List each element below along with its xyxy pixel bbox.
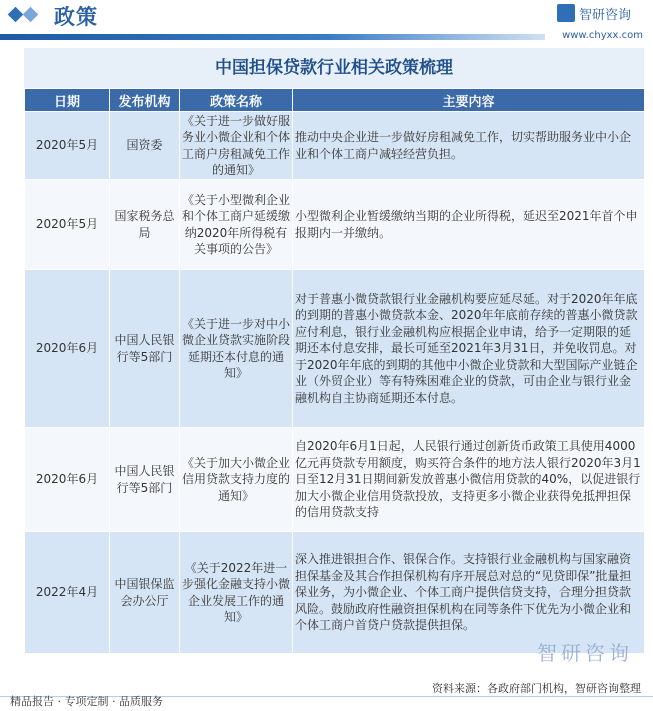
- cell-org: 中国人民银行等5部门: [110, 270, 180, 428]
- table-row: [25, 428, 645, 532]
- cell-content: 对于普惠小微贷款银行业金融机构要应延尽延。对于2020年年底的到期的普惠小微贷款本金、2020年年底前存续的普惠小微贷款应付利息，银行业金融机构应根据企业申请，给予一定期限的延期还本付息安排，最长可延至2021年3月31日，并免收罚息。对于2020年年底的到期的其他中小微企业贷款和大型国际产业链企业（外贸企业）等有特殊困难企业的贷款，可由企业与银行业金融机构自主协商延期还本付息。: [293, 270, 645, 428]
- cell-policy-name: 《关于进一步做好服务业小微企业和个体工商户房租减免工作的通知》: [180, 112, 293, 180]
- logo-text: 智研咨询: [579, 8, 632, 23]
- cell-date: 2020年6月: [25, 428, 110, 532]
- column-header-date: 日期: [25, 89, 110, 112]
- url-bar: [0, 31, 653, 45]
- cell-org: 国资委: [110, 112, 180, 180]
- cell-content: 深入推进银担合作、银保合作。支持银行业金融机构与国家融资担保基金及其合作担保机构有序开展总对总的“见贷即保”批量担保业务，为小微企业、个体工商户提供信贷支持，合理分担贷款风险。鼓励政府性融资担保机构在同等条件下优先为小微企业和个体工商户首贷户贷款提供担保。: [293, 532, 645, 654]
- table-row: [25, 180, 645, 270]
- site-url: www.chyxx.com: [562, 30, 643, 41]
- cell-content: 自2020年6月1日起，人民银行通过创新货币政策工具使用4000亿元再贷款专用额度，购买符合条件的地方法人银行2020年3月1日至12月31日期间新发放普惠小微信用贷款的40%，以促进银行加大小微企业信用贷款投放，支持更多小微企业获得免抵押担保的信用贷款支持: [293, 428, 645, 532]
- table-row: [25, 532, 645, 654]
- policy-table-panel: [24, 48, 644, 661]
- top-bar: [0, 0, 653, 30]
- table-row: [25, 270, 645, 428]
- cell-date: 2020年6月: [25, 270, 110, 428]
- column-header-org: 发布机构: [110, 89, 180, 112]
- cell-policy-name: 《关于进一步对中小微企业贷款实施阶段延期还本付息的通知》: [180, 270, 293, 428]
- column-header-name: 政策名称: [180, 89, 293, 112]
- footer: [0, 662, 653, 711]
- cell-policy-name: 《关于加大小微企业信用贷款支持力度的通知》: [180, 428, 293, 532]
- diamond-icon: [10, 7, 50, 23]
- cell-date: 2020年5月: [25, 112, 110, 180]
- cell-content: 推动中央企业进一步做好房租减免工作，切实帮助服务业中小企业和个体工商户减轻经营负担。: [293, 112, 645, 180]
- watermark-logo: 智研咨询: [537, 641, 633, 665]
- logo-icon: [557, 4, 575, 22]
- cell-date: 2020年5月: [25, 180, 110, 270]
- source-note: 资料来源：各政府部门机构，智研咨询整理: [432, 682, 641, 695]
- cell-policy-name: 《关于2022年进一步强化金融支持小微企业发展工作的通知》: [180, 532, 293, 654]
- column-header-content: 主要内容: [293, 89, 645, 112]
- table-title: 中国担保贷款行业相关政策梳理: [24, 48, 644, 88]
- brand-logo: [557, 4, 637, 24]
- cell-date: 2022年4月: [25, 532, 110, 654]
- cell-org: 中国银保监会办公厅: [110, 532, 180, 654]
- policy-table: [24, 88, 645, 654]
- cell-content: 小型微利企业暂缓缴纳当期的企业所得税，延迟至2021年首个申报期内一并缴纳。: [293, 180, 645, 270]
- table-header-row: [25, 89, 645, 112]
- table-row: [25, 112, 645, 180]
- cell-policy-name: 《关于小型微利企业和个体工商户延缓缴纳2020年所得税有关事项的公告》: [180, 180, 293, 270]
- accent-bar: [0, 34, 545, 40]
- cell-org: 国家税务总局: [110, 180, 180, 270]
- section-title: 政策: [54, 5, 98, 29]
- footer-tagline: 精品报告 · 专项定制 · 品质服务: [10, 695, 163, 708]
- cell-org: 中国人民银行等5部门: [110, 428, 180, 532]
